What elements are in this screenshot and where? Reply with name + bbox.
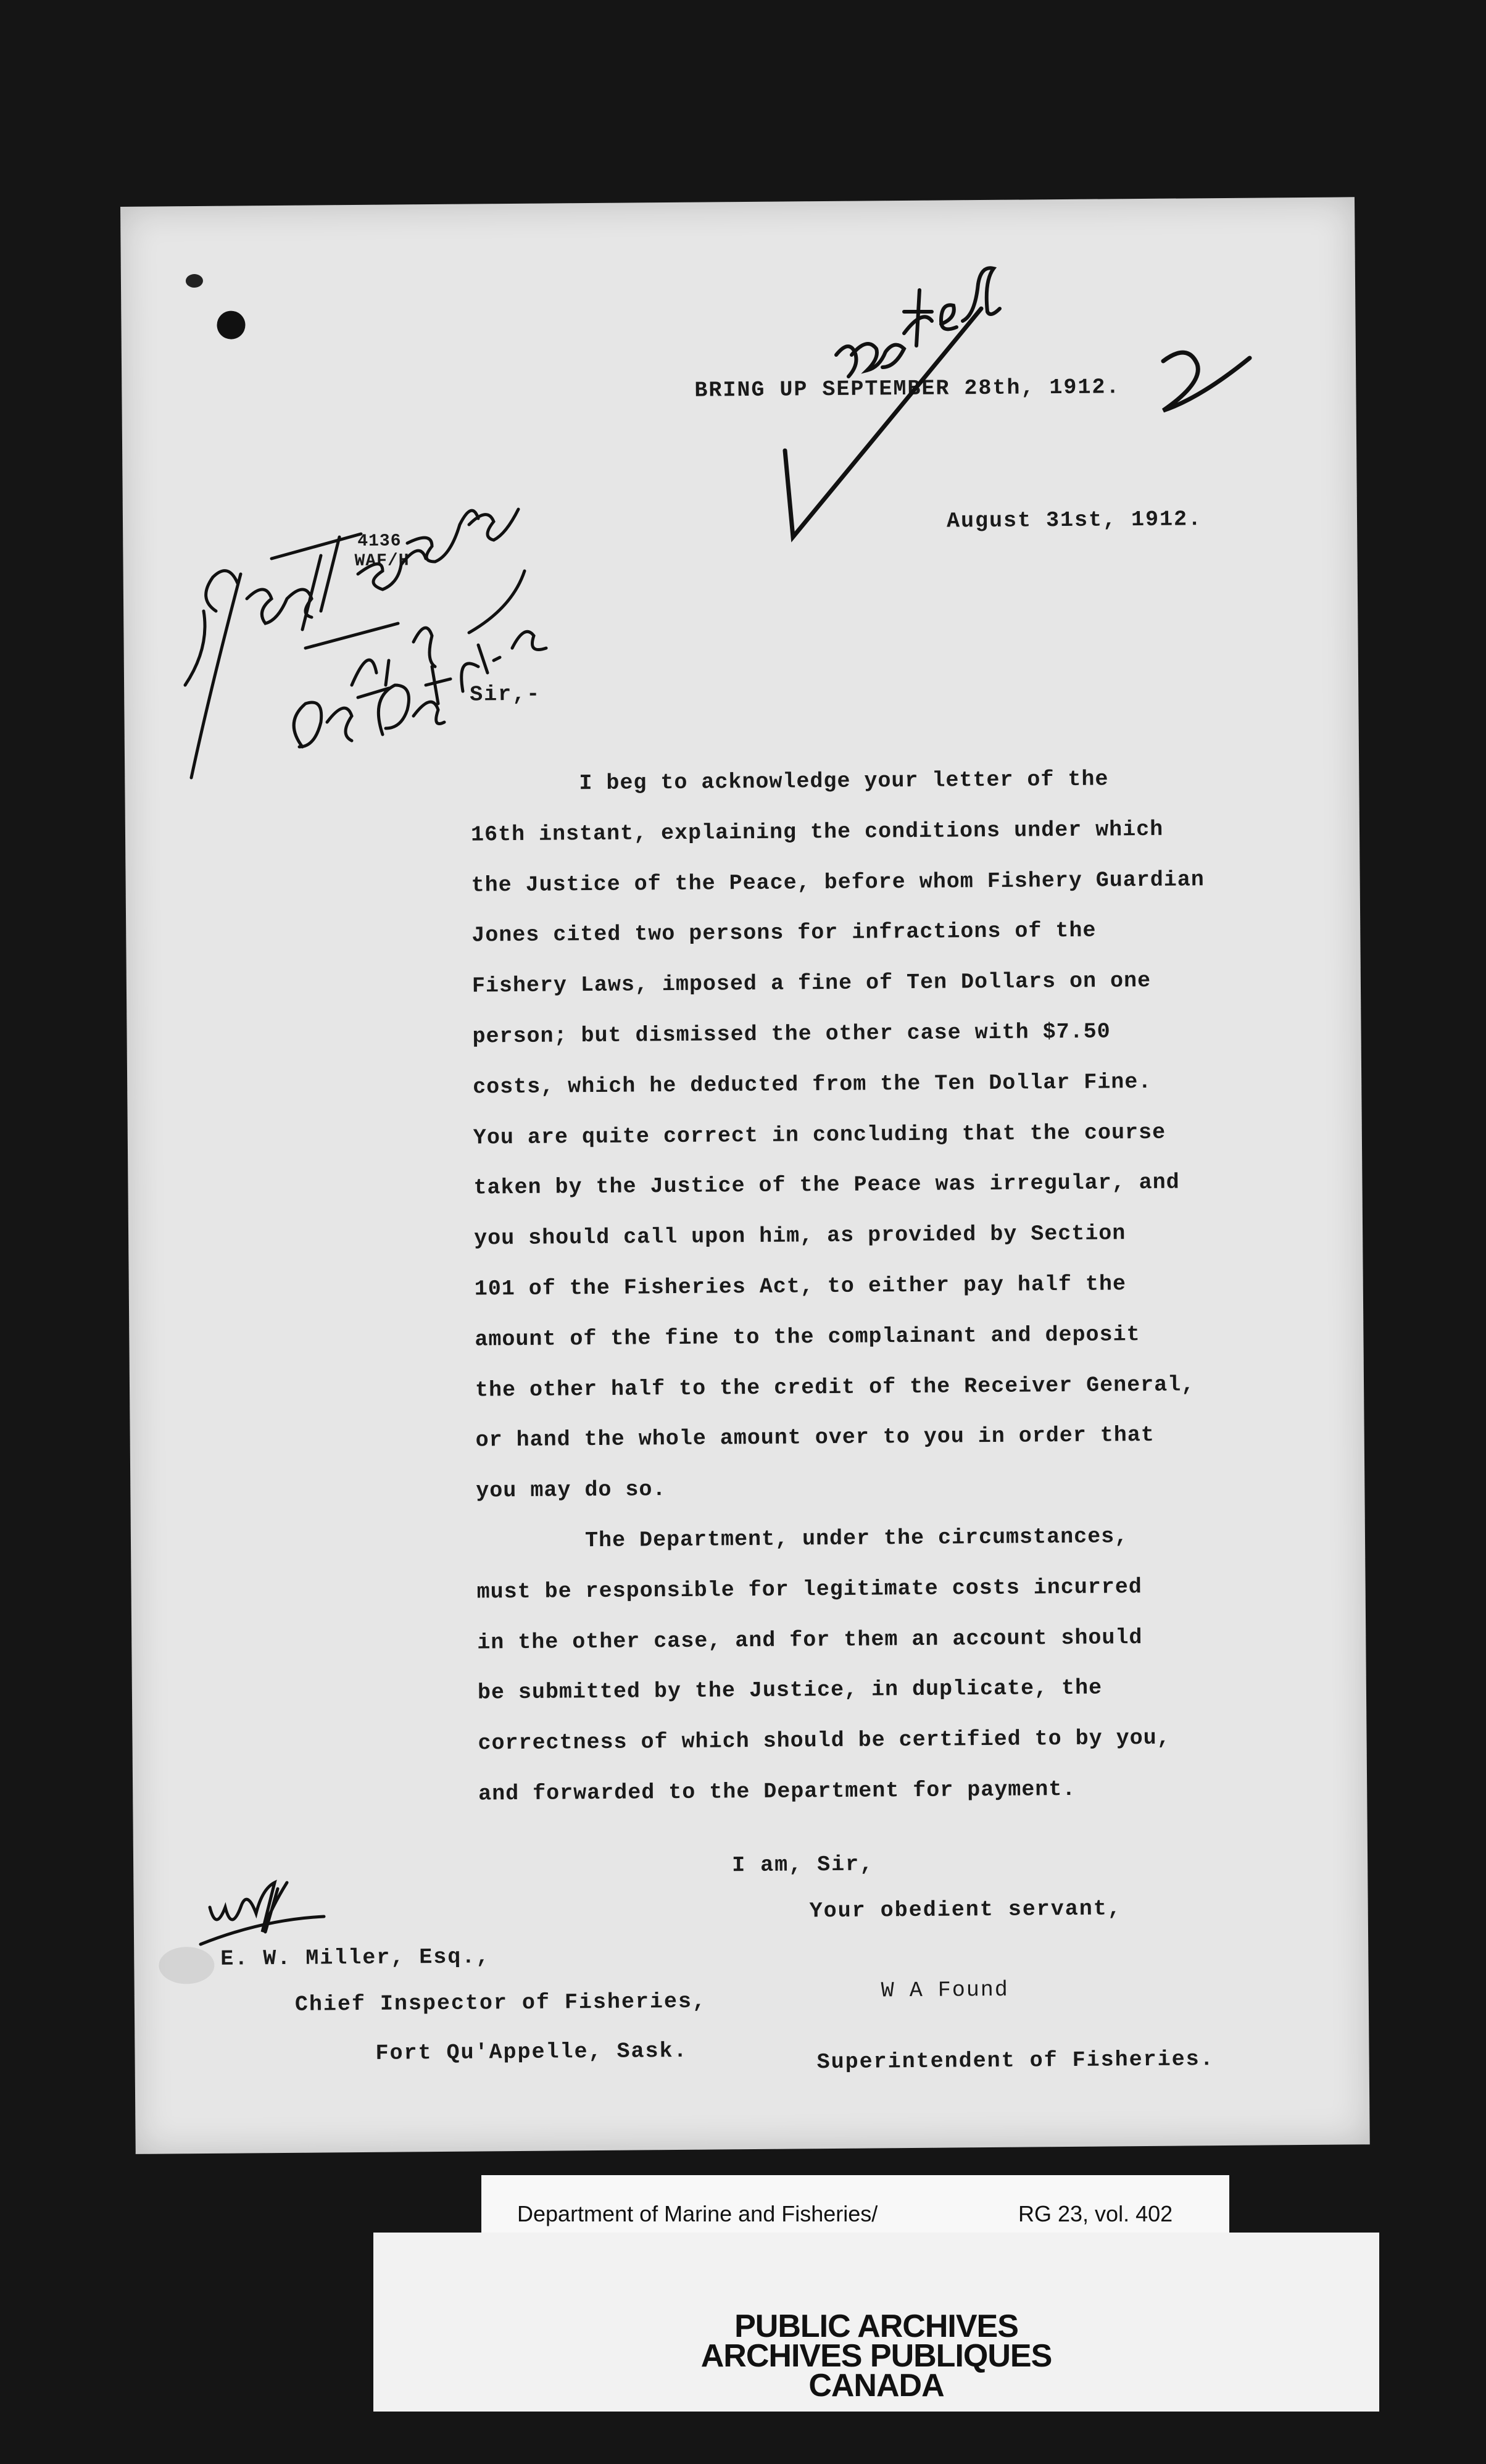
letter-body [470, 753, 1281, 1820]
reference-line: RG 23, vol. 402 [1018, 2201, 1173, 2226]
addressee-title: Chief Inspector of Fisheries, [294, 1989, 707, 2017]
file-ref-number: 4136 [357, 531, 402, 551]
body-line: taken by the Justice of the Peace was irregular, and [473, 1170, 1180, 1201]
body-line: you should call upon him, as provided by Section [473, 1221, 1126, 1251]
stamp-line: CANADA [808, 2368, 944, 2404]
archive-stamp-strip [373, 2233, 1379, 2412]
punch-mark [186, 274, 203, 288]
stamp-line: ARCHIVES PUBLIQUES [700, 2338, 1052, 2374]
body-line: person; but dismissed the other case with $7.50 [472, 1019, 1111, 1049]
body-line: You are quite correct in concluding that the course [473, 1120, 1166, 1151]
body-line: Fishery Laws, imposed a fine of Ten Dollars on one [471, 968, 1152, 999]
body-line: the other half to the credit of the Receiver General, [475, 1371, 1195, 1403]
signer-name: W A Found [881, 1977, 1009, 2004]
closing-line: I am, Sir, [731, 1852, 874, 1878]
signer-title: Superintendent of Fisheries. [816, 2047, 1214, 2075]
body-line: and forwarded to the Department for payment. [478, 1776, 1076, 1807]
body-line: the Justice of the Peace, before whom Fishery Guardian [471, 867, 1205, 898]
bring-up-line: BRING UP SEPTEMBER 28th, 1912. [694, 375, 1121, 403]
letter-date: August 31st, 1912. [946, 507, 1203, 534]
stamp-line: PUBLIC ARCHIVES [734, 2308, 1018, 2344]
punch-hole [217, 310, 245, 339]
letter-page [120, 197, 1370, 2154]
body-line: correctness of which should be certified to by you, [478, 1725, 1171, 1756]
body-line: amount of the fine to the complainant and deposit [475, 1321, 1140, 1352]
closing-servant: Your obedient servant, [809, 1896, 1122, 1924]
addressee-name: E. W. Miller, Esq., [220, 1944, 491, 1971]
smudge [159, 1947, 214, 1984]
body-line: costs, which he deducted from the Ten Dollar Fine. [473, 1069, 1152, 1100]
body-line: must be responsible for legitimate costs incurred [476, 1574, 1142, 1605]
body-line: The Department, under the circumstances, [476, 1524, 1129, 1554]
body-line: 101 of the Fisheries Act, to either pay half the [474, 1272, 1127, 1302]
body-line: be submitted by the Justice, in duplicate, the [477, 1675, 1103, 1705]
salutation: Sir,- [470, 681, 541, 707]
file-ref-initials: WAF/H [354, 551, 410, 572]
body-line: 16th instant, explaining the conditions under which [470, 817, 1164, 847]
body-line: I beg to acknowledge your letter of the [470, 767, 1109, 797]
archive-stamp [373, 2308, 1379, 2404]
addressee-place: Fort Qu'Appelle, Sask. [375, 2038, 688, 2066]
body-line: or hand the whole amount over to you in order that [475, 1423, 1155, 1453]
body-line: in the other case, and for them an account should [477, 1625, 1143, 1655]
body-line: you may do so. [476, 1477, 666, 1504]
department-line: Department of Marine and Fisheries/ [517, 2201, 878, 2226]
body-line: Jones cited two persons for infractions of the [471, 918, 1097, 948]
